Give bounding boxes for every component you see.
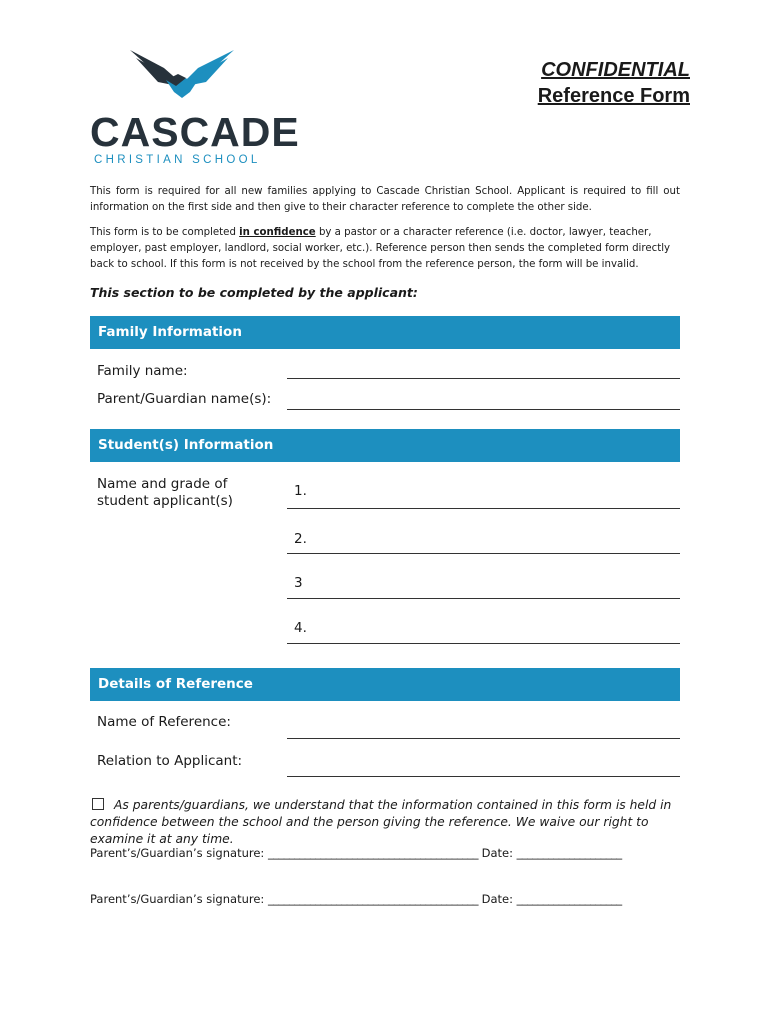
guardian-names-field[interactable]: [287, 409, 680, 410]
student-4-field[interactable]: [287, 643, 680, 644]
student-number: 2.: [294, 531, 307, 547]
reference-name-field[interactable]: [287, 738, 680, 739]
confidential-label: CONFIDENTIAL: [541, 59, 690, 81]
guardian-names-label: Parent/Guardian name(s):: [97, 391, 272, 407]
signature-field[interactable]: ________________________________________: [267, 892, 478, 906]
student-number: 3: [294, 575, 303, 591]
eagle-logo-icon: [128, 48, 236, 98]
consent-checkbox[interactable]: [92, 798, 104, 810]
in-confidence-emphasis: in confidence: [239, 227, 316, 238]
date-label: Date:: [481, 892, 513, 906]
date-label: Date:: [481, 846, 513, 860]
signature-row: [90, 892, 622, 906]
logo-subtitle: CHRISTIAN SCHOOL: [94, 154, 261, 166]
intro-paragraph-1: This form is required for all new families applying to Cascade Christian School. Applicant is required to fill out information on the first side and then give to their character reference to complete the other side.: [90, 186, 680, 213]
student-applicants-label: Name and grade of student applicant(s): [97, 476, 233, 509]
logo-wordmark: CASCADE: [90, 109, 300, 155]
students-info-header: Student(s) Information: [90, 429, 680, 462]
relation-label: Relation to Applicant:: [97, 753, 243, 769]
signature-label: Parent’s/Guardian’s signature:: [90, 892, 265, 906]
signature-field[interactable]: ________________________________________: [267, 846, 478, 860]
family-name-label: Family name:: [97, 363, 188, 379]
signature-row: [90, 846, 622, 860]
reference-details-header: Details of Reference: [90, 668, 680, 701]
student-number: 1.: [294, 483, 307, 499]
family-info-header: Family Information: [90, 316, 680, 349]
student-1-field[interactable]: [287, 508, 680, 509]
date-field[interactable]: ____________________: [516, 846, 622, 860]
form-title: Reference Form: [537, 85, 690, 107]
applicant-section-note: This section to be completed by the applicant:: [90, 285, 418, 300]
intro-paragraph-2: This form is to be completed in confidence by a pastor or a character reference (i.e. doctor, lawyer, teacher, employer, past employer, landlord, social worker, etc.). Reference person then sends the completed form directly back to school. If this form is not received by the school from the reference person, the form will be invalid.: [90, 227, 671, 270]
student-2-field[interactable]: [287, 553, 680, 554]
family-name-field[interactable]: [287, 378, 680, 379]
relation-field[interactable]: [287, 776, 680, 777]
consent-statement: As parents/guardians, we understand that the information contained in this form is held in confidence between the school and the person giving the reference. We waive our right to examine it at any time.: [90, 798, 672, 846]
reference-name-label: Name of Reference:: [97, 714, 231, 730]
student-3-field[interactable]: [287, 598, 680, 599]
date-field[interactable]: ____________________: [516, 892, 622, 906]
signature-label: Parent’s/Guardian’s signature:: [90, 846, 265, 860]
student-number: 4.: [294, 620, 307, 636]
